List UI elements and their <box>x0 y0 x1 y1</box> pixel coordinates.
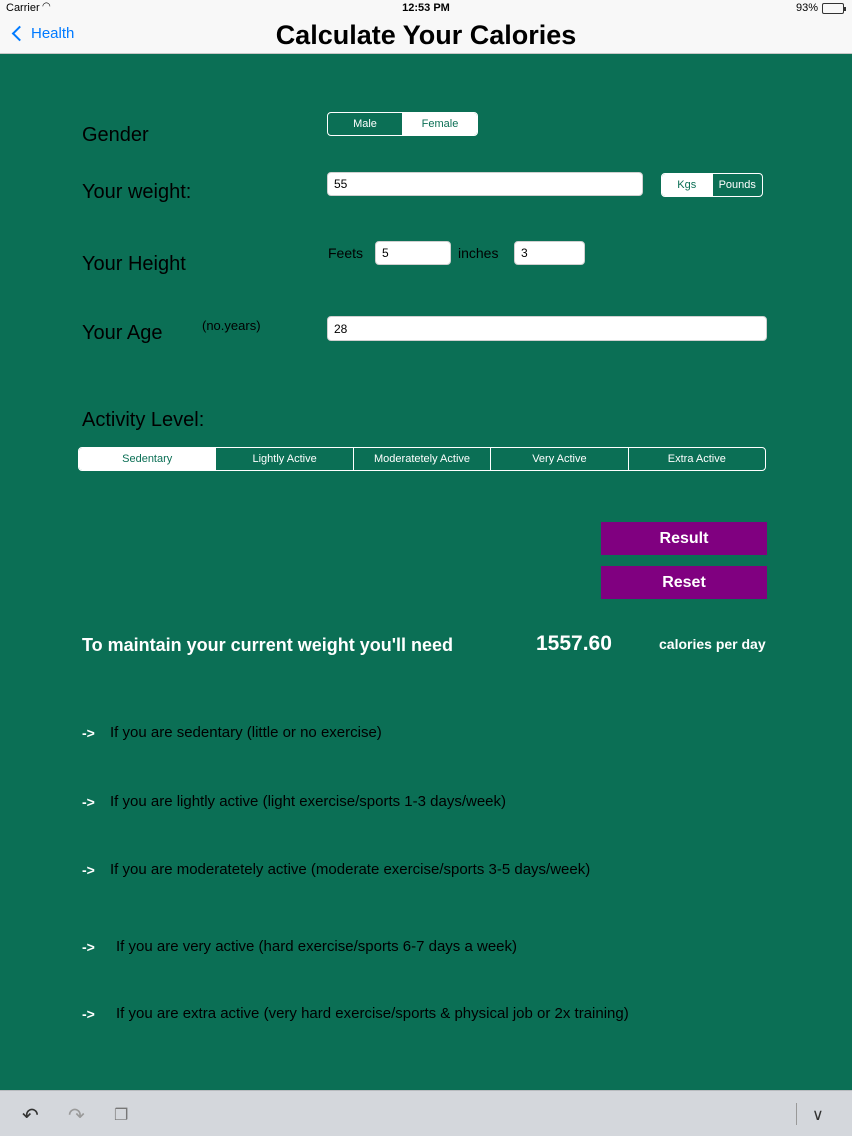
activity-level-segmented-control[interactable] <box>78 447 766 471</box>
age-label: Your Age <box>82 322 163 344</box>
info-text: If you are extra active (very hard exercise/sports & physical job or 2x training) <box>116 1005 629 1022</box>
age-hint-label: (no.years) <box>202 318 261 333</box>
age-input[interactable]: 28 <box>327 316 767 341</box>
arrow-icon: -> <box>82 793 95 810</box>
status-time: 12:53 PM <box>402 2 450 14</box>
info-text: If you are very active (hard exercise/sports 6-7 days a week) <box>116 938 518 955</box>
chevron-down-icon[interactable]: ∨ <box>812 1107 824 1124</box>
weight-label: Your weight: <box>82 181 192 203</box>
info-text: If you are moderatetely active (moderate exercise/sports 3-5 days/week) <box>110 861 591 878</box>
keyboard-toolbar <box>0 1090 852 1136</box>
activity-option-sedentary[interactable]: Sedentary <box>79 448 216 470</box>
activity-option-extra-active[interactable]: Extra Active <box>667 453 726 465</box>
info-row-extra-active <box>82 1005 629 1022</box>
arrow-icon: -> <box>82 724 95 741</box>
gender-label: Gender <box>82 124 149 146</box>
info-text: If you are sedentary (little or no exercise) <box>110 724 382 741</box>
wifi-icon: ◠ <box>42 1 51 12</box>
info-row-sedentary <box>82 724 382 741</box>
feets-label: Feets <box>328 245 364 261</box>
battery-icon <box>822 3 844 14</box>
info-row-very-active <box>82 938 517 955</box>
arrow-icon: -> <box>82 1005 95 1022</box>
gender-segmented-control[interactable] <box>327 112 478 136</box>
undo-icon[interactable]: ↶ <box>22 1105 39 1127</box>
reset-button[interactable]: Reset <box>601 566 767 599</box>
status-bar <box>0 0 852 17</box>
feet-input[interactable]: 5 <box>375 241 451 265</box>
clipboard-icon[interactable]: ❐ <box>114 1107 129 1124</box>
battery-percentage: 93% <box>795 2 818 14</box>
inches-input[interactable]: 3 <box>514 241 585 265</box>
weight-input[interactable]: 55 <box>327 172 643 196</box>
weight-unit-segmented-control[interactable] <box>661 173 763 197</box>
calories-per-day-label: calories per day <box>659 636 766 652</box>
unit-option-kgs[interactable]: Kgs <box>662 174 713 196</box>
gender-option-male[interactable]: Male <box>328 113 403 135</box>
activity-option-very-active[interactable]: Very Active <box>491 448 628 470</box>
back-button-label: Health <box>31 25 75 42</box>
info-row-moderately-active <box>82 861 590 878</box>
calories-value: 1557.60 <box>536 632 612 655</box>
activity-option-lightly-active[interactable]: Lightly Active <box>216 448 353 470</box>
activity-level-label: Activity Level: <box>82 409 205 431</box>
info-row-lightly-active <box>82 793 506 810</box>
arrow-icon: -> <box>82 861 95 878</box>
activity-option-moderately-active[interactable]: Moderatetely Active <box>354 448 491 470</box>
unit-option-pounds[interactable]: Pounds <box>718 179 756 191</box>
height-label: Your Height <box>82 253 186 275</box>
toolbar-divider <box>796 1103 797 1125</box>
gender-option-female[interactable]: Female <box>403 113 477 135</box>
result-prefix-label: To maintain your current weight you'll need <box>82 635 453 655</box>
carrier-label: Carrier <box>6 2 40 14</box>
page-title: Calculate Your Calories <box>275 20 577 50</box>
result-button[interactable]: Result <box>601 522 767 555</box>
inches-label: inches <box>458 245 499 261</box>
navigation-bar <box>0 17 852 54</box>
redo-icon[interactable]: ↷ <box>68 1105 85 1127</box>
info-text: If you are lightly active (light exercise/sports 1-3 days/week) <box>110 793 506 810</box>
arrow-icon: -> <box>82 938 95 955</box>
